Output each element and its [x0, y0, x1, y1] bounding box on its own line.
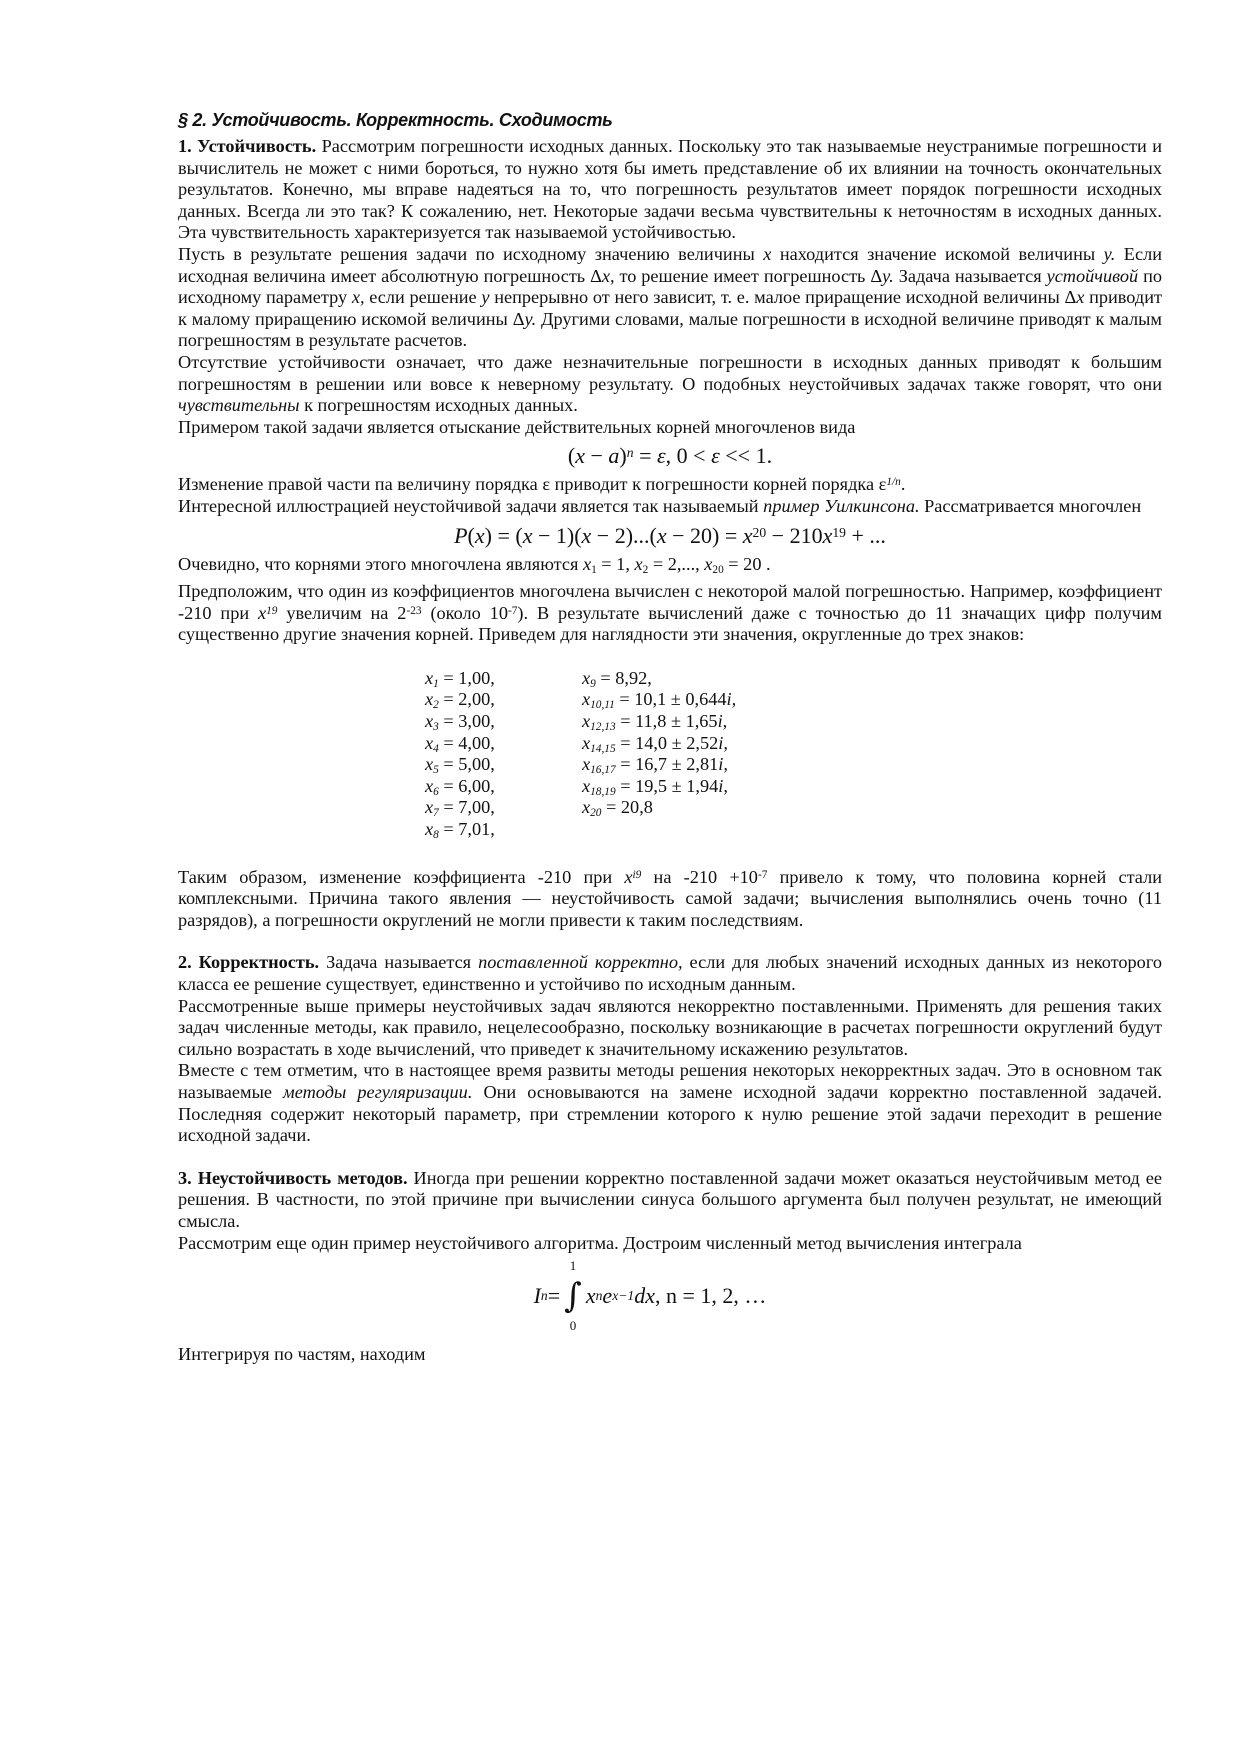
- equals: =: [438, 797, 459, 818]
- text-run: увеличим на 2: [277, 602, 407, 623]
- superscript: n: [626, 445, 634, 461]
- root-variable: x: [425, 667, 434, 688]
- text-run: Отсутствие устойчивости означает, что даже незначительные погрешности в исходных данных приводят к большим погрешностям в решении или вовсе к неверному результату. О подобных неустойчивых задачах также говорят, что они: [178, 351, 1162, 394]
- root-index: 4: [433, 742, 439, 755]
- root-value: 11,8 ± 1,65: [635, 711, 718, 732]
- italic-text: x: [581, 522, 592, 548]
- upper-limit: 1: [569, 1258, 577, 1274]
- italic-text: x,: [351, 287, 365, 308]
- text-run: привело к тому, что половина корней стали комплексными. Причина такого явления — неустойчивость самой задачи; вычисления выполнялись очень точно (11 разрядов), а погрешности округлений не могли привести к таким последствиям.: [178, 866, 1162, 930]
- italic-text: пример Уилкинсона.: [763, 495, 920, 516]
- italic-text: x: [575, 443, 585, 469]
- root-value: 5,00,: [458, 754, 495, 775]
- equals: =: [615, 732, 636, 753]
- equals: =: [601, 797, 621, 818]
- italic-text: x: [582, 553, 592, 574]
- text-run: ) = (: [484, 522, 523, 548]
- text-run: Рассмотрим еще один пример неустойчивого алгоритма. Достроим численный метод вычисления интеграла: [178, 1232, 1022, 1253]
- equals: =: [438, 775, 459, 796]
- italic-text: x: [522, 522, 533, 548]
- lower-limit: 0: [569, 1318, 577, 1334]
- italic-text: x: [742, 522, 753, 548]
- root-row: [582, 733, 882, 755]
- text-run: Рассмотрим погрешности исходных данных. Поскольку это так называемые неустранимые погрешности и вычислитель не может с ними бороться, то нужно хотя бы иметь представление об их влиянии на точность окончательных результатов. Конечно, мы вправе надеяться на то, что погрешность результатов имеет порядок погрешности исходных данных. Всегда ли это так? К сожалению, нет. Некоторые задачи весьма чувствительны к неточностям в исходных данных. Эта чувствительность характеризуется так называемой устойчивостью.: [178, 136, 1162, 243]
- subscript: 20: [712, 563, 724, 576]
- text-run: − 2)...(: [591, 522, 657, 548]
- root-value: 7,00,: [458, 797, 495, 818]
- paragraph: [178, 474, 1162, 496]
- paragraph: [178, 1344, 1162, 1366]
- italic-text: y.: [524, 308, 537, 329]
- italic-text: чувствительны: [178, 395, 300, 416]
- root-row: [582, 711, 882, 733]
- paragraph: [178, 952, 1162, 995]
- text-run: (: [467, 522, 475, 548]
- subscript: 1: [591, 563, 597, 576]
- root-variable: x: [425, 711, 434, 732]
- paragraph: [178, 417, 1162, 439]
- text-run: − 1)(: [532, 522, 582, 548]
- root-value: 2,00,: [458, 689, 495, 710]
- paragraph: [178, 996, 1162, 1061]
- root-row: [425, 797, 582, 819]
- equals: =: [438, 754, 459, 775]
- text-run: Предположим, что один из коэффициентов многочлена вычислен с некоторой малой погрешностью. Например, коэффициент -210 при: [178, 581, 1162, 623]
- bold-heading: 1. Устойчивость.: [178, 136, 317, 156]
- paragraph: [178, 1060, 1162, 1146]
- root-value: 8,92,: [615, 667, 652, 688]
- text-run: = 1,: [596, 553, 635, 574]
- equals: =: [438, 689, 459, 710]
- imaginary-unit: i,: [718, 754, 728, 775]
- root-row: [582, 776, 882, 798]
- root-variable: x: [425, 689, 434, 710]
- italic-text: x: [704, 553, 713, 574]
- italic-text: поставленной корректно,: [478, 952, 683, 973]
- text-run: , 0 <: [665, 443, 712, 469]
- italic-text: устойчивой: [1046, 265, 1139, 286]
- root-index: 16,17: [590, 764, 616, 777]
- text-run: << 1.: [719, 443, 773, 469]
- text-run: ). В результате вычислений даже с точностью до 11 значащих цифр получим существенно другие значения корней. Приведем для наглядности эти значения, округленные до трех знаков:: [178, 602, 1162, 645]
- root-index: 10,11: [590, 699, 615, 712]
- text-run: − 20) =: [666, 522, 743, 548]
- text-run: = 2,...,: [648, 553, 705, 574]
- root-row: [425, 733, 582, 755]
- text-run: Другими словами, малые погрешности в исходной величине приводят к малым погрешностям в результате расчетов.: [178, 308, 1162, 351]
- paragraph: [178, 554, 1162, 576]
- root-row: [425, 711, 582, 733]
- root-value: 4,00,: [458, 732, 495, 753]
- text-run: − 210: [766, 522, 823, 548]
- italic-text: ε: [711, 443, 720, 469]
- text-run: , n = 1, 2, …: [655, 1283, 767, 1309]
- italic-text: x: [474, 522, 485, 548]
- paragraph: [178, 1168, 1162, 1233]
- italic-text: x: [258, 602, 267, 623]
- roots-table: [425, 668, 1162, 841]
- spacer: [178, 931, 1162, 952]
- text-run: приводит к малому приращению искомой величины Δ: [178, 287, 1162, 329]
- root-index: 9: [590, 677, 596, 690]
- equals: =: [547, 1283, 561, 1309]
- roots-column: [425, 668, 582, 841]
- root-variable: x: [425, 732, 434, 753]
- root-value: 6,00,: [458, 775, 495, 796]
- spacer: [178, 1147, 1162, 1168]
- italic-text: x,: [601, 265, 615, 286]
- text-run: Задача называется: [893, 265, 1047, 286]
- text-run: Таким образом, изменение коэффициента -210 при: [178, 866, 625, 887]
- formula: [178, 440, 1162, 472]
- italic-text: x: [1076, 287, 1085, 308]
- integral-sign: [564, 1258, 582, 1334]
- text-run: то решение имеет погрешность Δ: [614, 265, 883, 286]
- root-index: 3: [433, 720, 439, 733]
- text-run: Они основываются на замене исходной задачи корректно поставленной задачей. Последняя содержит некоторый параметр, при стремлении которого к нулю решение этой задачи переходит в решение исходной задачи.: [178, 1081, 1162, 1146]
- text-run: по исходному параметру: [178, 265, 1162, 308]
- root-row: [582, 797, 882, 819]
- document-page: [178, 108, 1162, 1366]
- text-run: Примером такой задачи является отыскание действительных корней многочленов вида: [178, 416, 856, 437]
- paragraph: [178, 244, 1162, 352]
- root-variable: x: [425, 754, 434, 775]
- text-run: Если исходная величина имеет абсолютную погрешность Δ: [178, 243, 1162, 286]
- superscript: i9: [632, 868, 642, 881]
- text-run: Интегрируя по частям, находим: [178, 1344, 426, 1365]
- text-run: = 20 .: [723, 553, 771, 574]
- root-row: [425, 776, 582, 798]
- superscript: 19: [832, 524, 846, 540]
- root-index: 5: [433, 764, 439, 777]
- text-run: .: [900, 474, 906, 495]
- equals: =: [595, 667, 616, 688]
- root-value: 19,5 ± 1,94: [635, 775, 719, 796]
- root-index: 2: [433, 699, 439, 712]
- document-body: [178, 136, 1162, 1366]
- text-run: Пусть в результате решения задачи по исходному значению величины: [178, 243, 764, 264]
- imaginary-unit: i,: [718, 732, 728, 753]
- integral-symbol: ∫: [564, 1276, 582, 1317]
- root-variable: x: [582, 775, 591, 796]
- root-index: 14,15: [590, 742, 616, 755]
- equals: =: [615, 754, 636, 775]
- root-variable: x: [582, 732, 591, 753]
- root-value: 16,7 ± 2,81: [635, 754, 719, 775]
- paragraph: [178, 867, 1162, 932]
- text-run: Изменение правой части па величину порядка ε приводит к погрешности корней порядка ε: [178, 474, 887, 495]
- root-index: 1: [433, 677, 439, 690]
- root-value: 14,0 ± 2,52: [635, 732, 719, 753]
- italic-text: методы регуляризации.: [283, 1081, 473, 1102]
- text-run: Очевидно, что корнями этого многочлена являются: [178, 553, 583, 574]
- root-row: [425, 819, 582, 841]
- root-value: 7,01,: [458, 819, 495, 840]
- equals: =: [615, 711, 636, 732]
- italic-text: e: [602, 1283, 613, 1309]
- equals: =: [438, 711, 459, 732]
- italic-text: y.: [1103, 243, 1116, 264]
- root-value: 1,00,: [458, 667, 495, 688]
- text-run: (: [567, 443, 576, 469]
- text-run: =: [633, 443, 657, 469]
- italic-text: a: [608, 443, 620, 469]
- root-variable: x: [582, 711, 591, 732]
- text-run: на -210 +10: [641, 866, 758, 887]
- text-run: Иногда при решении корректно поставленной задачи может оказаться неустойчивым метод ее решения. В частности, по этой причине при вычислении синуса большого аргумента был получен результат, не имеющий смысла.: [178, 1167, 1162, 1231]
- root-index: 7: [433, 807, 439, 820]
- bold-heading: 3. Неустойчивость методов.: [178, 1167, 408, 1188]
- equals: =: [615, 775, 636, 796]
- roots-column: [582, 668, 882, 841]
- root-index: 20: [590, 807, 602, 820]
- root-index: 12,13: [590, 720, 616, 733]
- root-value: 3,00,: [458, 711, 495, 732]
- italic-text: x: [634, 553, 643, 574]
- root-index: 18,19: [590, 785, 616, 798]
- imaginary-unit: i,: [726, 689, 737, 710]
- equals: =: [614, 689, 635, 710]
- imaginary-unit: i,: [718, 775, 728, 796]
- equals: =: [438, 819, 459, 840]
- section-title: § 2. Устойчивость. Корректность. Сходимость: [178, 110, 613, 130]
- italic-text: dx: [634, 1283, 656, 1309]
- integral-formula: I n = 1 ∫ 0 x n e x−1 dx , n = 1, 2, …: [533, 1258, 767, 1334]
- text-run: Интересной иллюстрацией неустойчивой задачи является так называемый: [178, 495, 764, 516]
- italic-text: P: [454, 522, 468, 548]
- imaginary-unit: i,: [717, 711, 728, 732]
- text-run: непрерывно от него зависит, т. е. малое приращение исходной величины Δ: [489, 287, 1077, 308]
- root-variable: x: [425, 775, 434, 796]
- equals: =: [438, 667, 459, 688]
- root-row: [425, 668, 582, 690]
- italic-text: y: [481, 287, 490, 308]
- subscript: 2: [642, 563, 649, 576]
- root-variable: x: [582, 797, 591, 818]
- superscript: 1/n: [886, 476, 901, 489]
- root-index: 8: [433, 828, 439, 841]
- italic-text: y.: [882, 265, 894, 286]
- text-run: + ...: [845, 522, 886, 548]
- integral-lhs: I: [533, 1283, 541, 1309]
- superscript: -23: [406, 604, 422, 617]
- root-variable: x: [582, 754, 591, 775]
- superscript: 19: [266, 604, 278, 617]
- paragraph: [178, 352, 1162, 417]
- text-run: (около 10: [421, 602, 508, 623]
- text-run: Вместе с тем отметим, что в настоящее время развиты методы решения некоторых некорректных задач. Это в основном так называемые: [178, 1060, 1162, 1102]
- root-value: 20,8: [620, 797, 653, 818]
- text-run: если решение: [364, 287, 482, 308]
- text-run: ): [619, 443, 627, 469]
- text-run: Рассматривается многочлен: [919, 495, 1142, 516]
- text-run: Рассмотренные выше примеры неустойчивых задач являются некорректно поставленными. Применять для решения таких задач численные методы, как правило, нецелесообразно, поскольку возникающие в расчетах погрешности округлений будут сильно возрастать в ходе вычислений, что приведет к значительному искажению результатов.: [178, 995, 1162, 1059]
- superscript: -7: [757, 868, 768, 881]
- text-run: находится значение искомой величины: [771, 243, 1104, 264]
- root-row: [425, 754, 582, 776]
- root-variable: x: [425, 819, 434, 840]
- italic-text: x: [585, 1283, 596, 1309]
- root-variable: x: [425, 797, 434, 818]
- root-variable: x: [582, 689, 591, 710]
- superscript: -7: [507, 604, 518, 617]
- text-run: −: [585, 443, 609, 469]
- italic-text: ε: [656, 443, 666, 469]
- root-index: 6: [433, 785, 439, 798]
- root-variable: x: [582, 667, 591, 688]
- text-run: к погрешностям исходных данных.: [299, 395, 578, 416]
- bold-heading: 2. Корректность.: [178, 952, 320, 973]
- root-row: [582, 754, 882, 776]
- root-value: 10,1 ± 0,644: [634, 689, 727, 710]
- paragraph: [178, 496, 1162, 518]
- formula: [178, 520, 1162, 552]
- italic-text: x: [822, 522, 833, 548]
- text-run: Задача называется: [319, 952, 479, 973]
- superscript: 20: [752, 524, 767, 540]
- italic-text: x: [624, 866, 633, 887]
- equals: =: [438, 732, 459, 753]
- italic-text: x: [763, 243, 772, 264]
- root-row: [582, 668, 882, 690]
- italic-text: x: [656, 522, 667, 548]
- root-row: [582, 689, 882, 711]
- paragraph: [178, 136, 1162, 244]
- paragraph: [178, 581, 1162, 646]
- root-row: [425, 689, 582, 711]
- text-run: если для любых значений исходных данных из некоторого класса ее решение существует, единственно и устойчиво по исходным данным.: [178, 952, 1163, 994]
- paragraph: [178, 1233, 1162, 1255]
